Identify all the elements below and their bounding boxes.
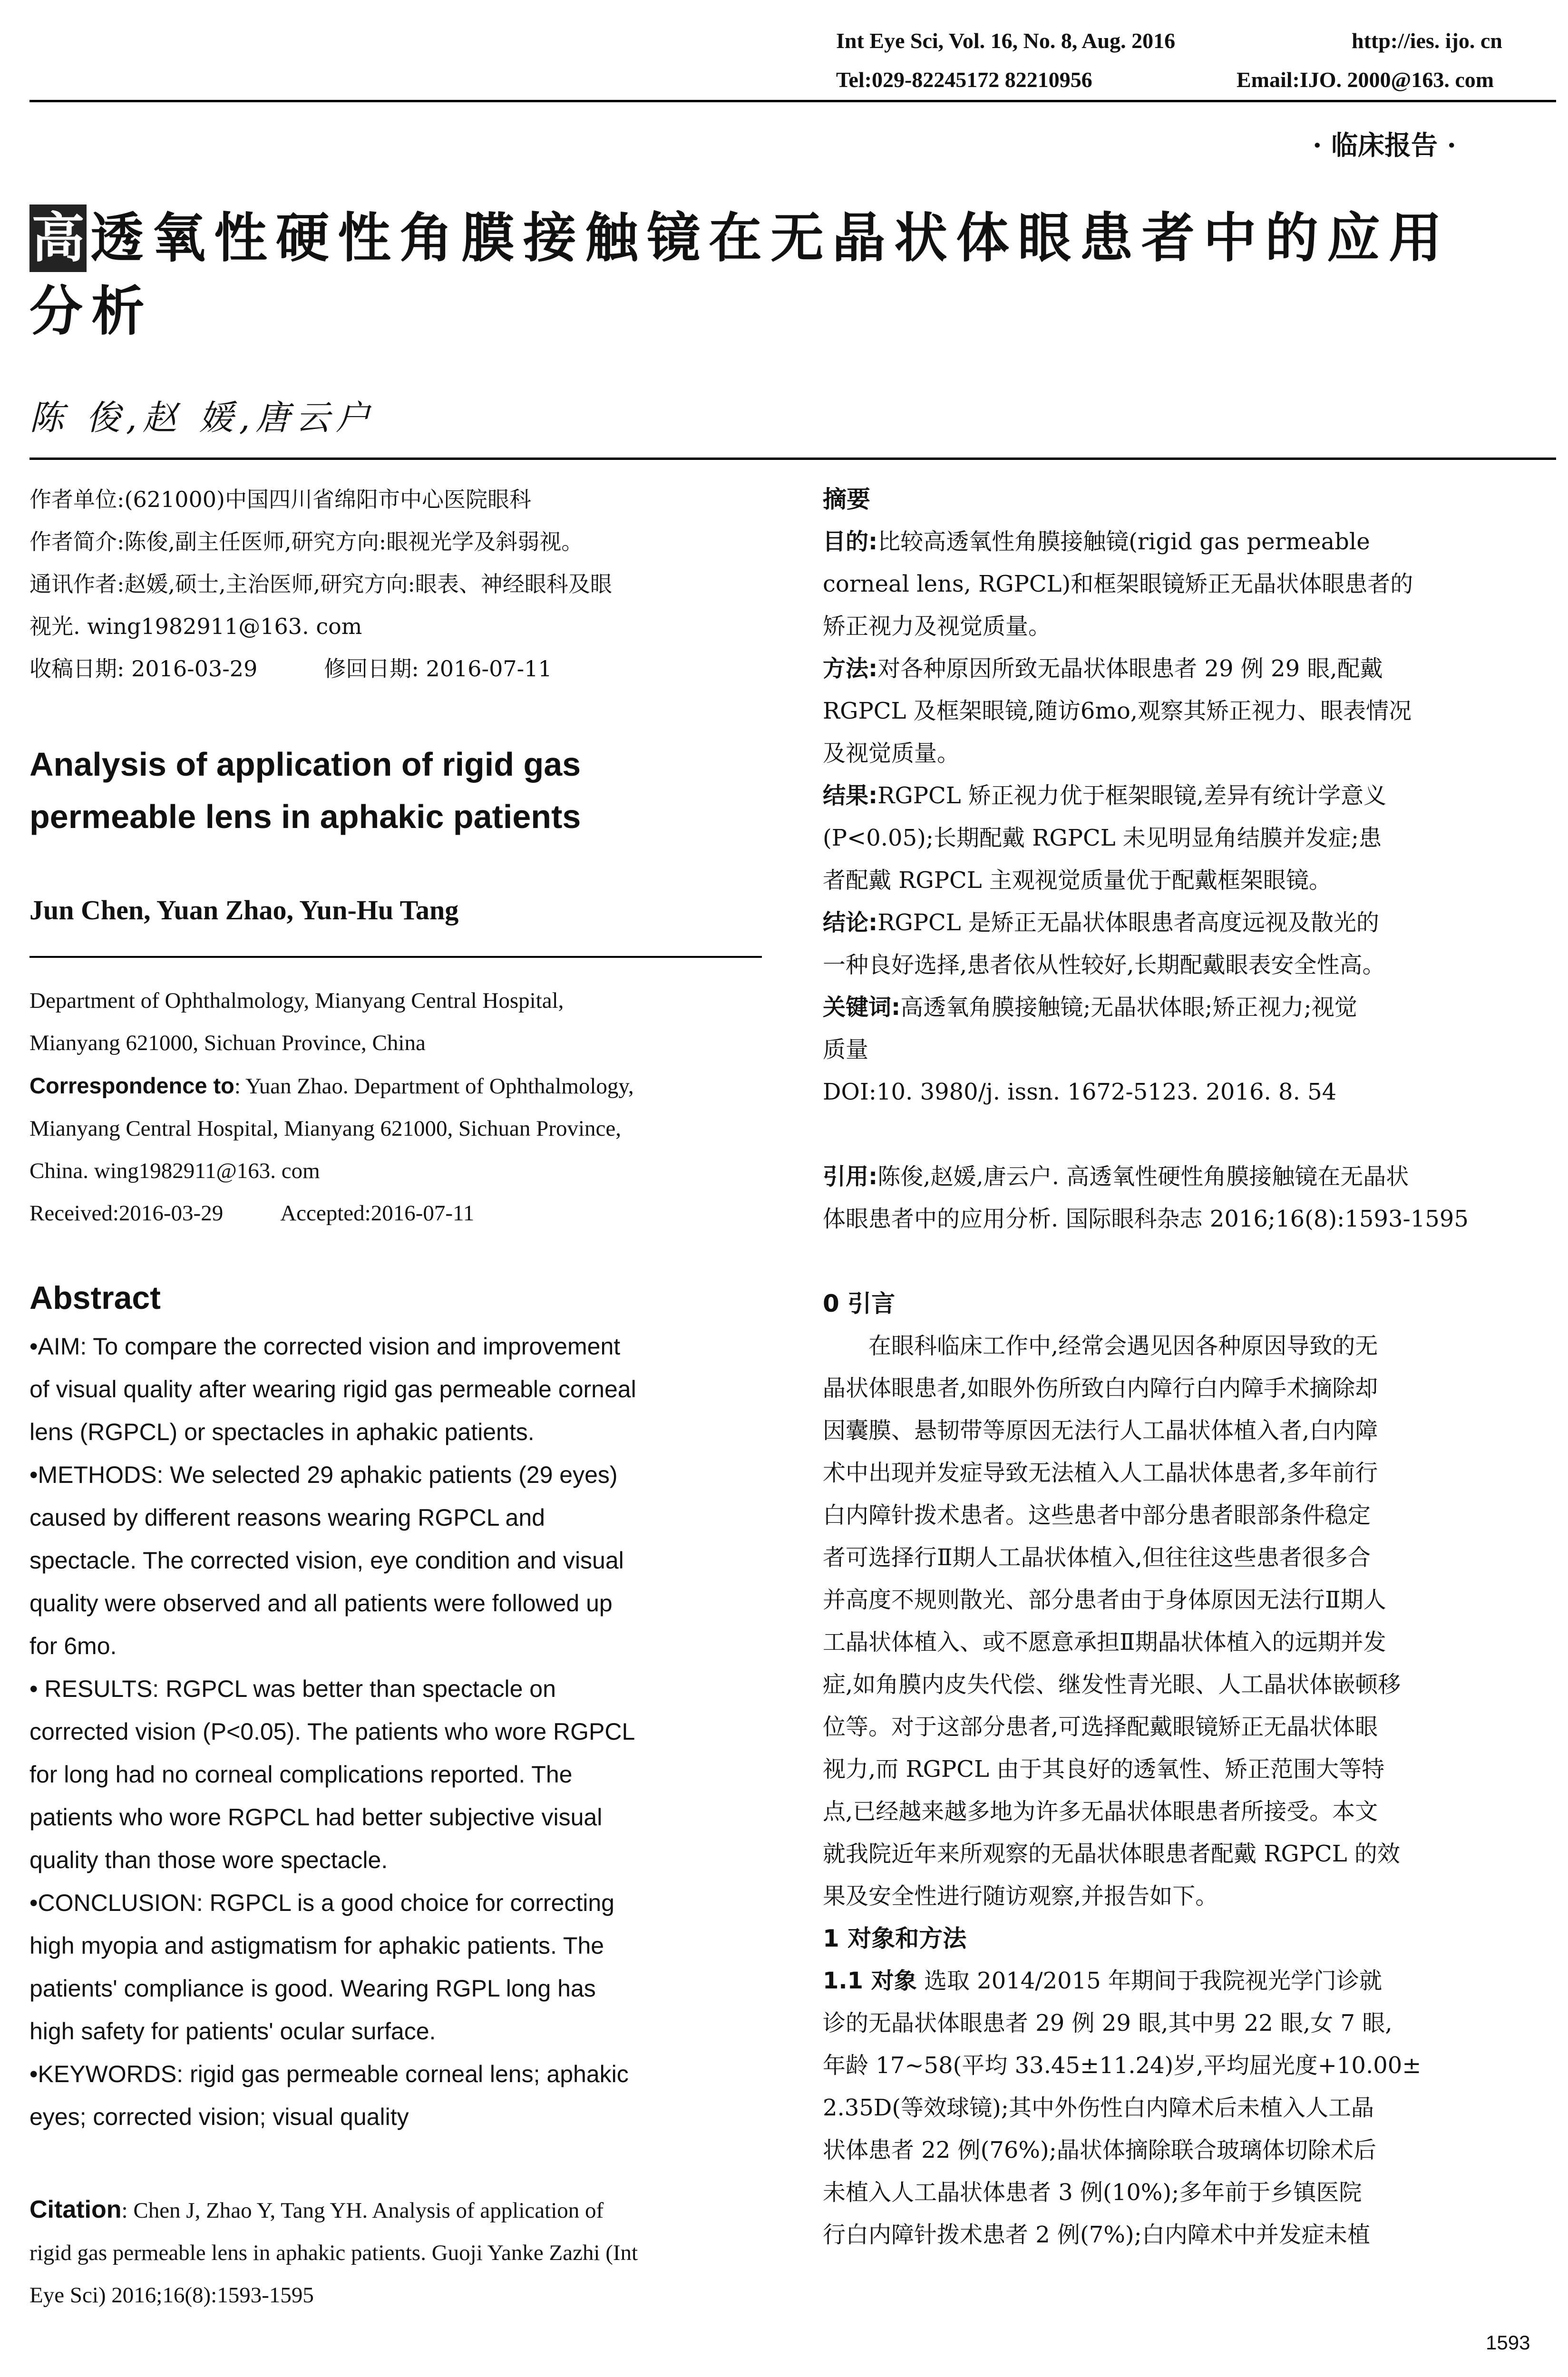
intro-line: 就我院近年来所观察的无晶状体眼患者配戴 RGPCL 的效 [823, 1841, 1400, 1867]
correspondence-line-1 [29, 1064, 762, 1108]
affiliation: 作者单位:(621000)中国四川省绵阳市中心医院眼科 [29, 487, 531, 512]
keywords-line [823, 1029, 1555, 1071]
received-en: Received:2016-03-29 [29, 1201, 224, 1226]
aim-text: corneal lens, RGPCL)和框架眼镜矫正无晶状体眼患者的 [823, 571, 1413, 597]
citation-text-1: : Chen J, Zhao Y, Tang YH. Analysis of application of [121, 2198, 604, 2223]
corresponding-author-1: 通讯作者:赵媛,硕士,主治医师,研究方向:眼表、神经眼科及眼 [29, 571, 612, 597]
objects-line [823, 2002, 1555, 2045]
result-text: 者配戴 RGPCL 主观视觉质量优于配戴框架眼镜。 [823, 867, 1332, 894]
method-text: RGPCL 及框架眼镜,随访6mo,观察其矫正视力、眼表情况 [823, 698, 1412, 724]
title-line-1: 透氧性硬性角膜接触镜在无晶状体眼患者中的应用 [90, 207, 1451, 269]
citation-en [29, 2189, 762, 2317]
aim-line [823, 605, 1555, 648]
dates-cn [29, 648, 762, 690]
intro-line: 点,已经越来越多地为许多无晶状体眼患者所接受。本文 [823, 1798, 1378, 1825]
method-line [823, 690, 1555, 732]
intro-line: 在眼科临床工作中,经常会遇见因各种原因导致的无 [868, 1333, 1378, 1359]
abstract-en-line: spectacle. The corrected vision, eye condition and visual [29, 1547, 624, 1574]
citation-line-1 [29, 2189, 762, 2232]
intro-line: 者可选择行Ⅱ期人工晶状体植入,但往往这些患者很多合 [823, 1544, 1371, 1571]
intro-line: 术中出现并发症导致无法植入人工晶状体患者,多年前行 [823, 1460, 1378, 1486]
abstract-cn [823, 521, 1555, 1071]
conclusion-line [823, 944, 1555, 986]
received-date: 收稿日期: 2016-03-29 [29, 656, 258, 682]
aim-label: 目的: [823, 528, 878, 555]
dept-line-2: Mianyang 621000, Sichuan Province, China [29, 1031, 426, 1055]
revised-date: 修回日期: 2016-07-11 [324, 656, 552, 682]
journal-url: http://ies. ijo. cn [1352, 29, 1502, 53]
journal-tel: Tel:029-82245172 82210956 [836, 68, 1092, 92]
objects-line [823, 2129, 1555, 2172]
abstract-en-line: quality were observed and all patients were followed up [29, 1590, 613, 1617]
abstract-en-line: eyes; corrected vision; visual quality [29, 2104, 409, 2130]
objects-label: 1.1 对象 [823, 1968, 917, 1994]
result-text: (P<0.05);长期配戴 RGPCL 未见明显角结膜并发症;患 [823, 825, 1382, 851]
objects-text: 行白内障针拨术患者 2 例(7%);白内障术中并发症未植 [823, 2221, 1370, 2248]
citation-line-2: rigid gas permeable lens in aphakic patients. Guoji Yanke Zazhi (Int [29, 2241, 638, 2265]
result-label: 结果: [823, 782, 878, 809]
abstract-en-line: •AIM: To compare the corrected vision and improvement [29, 1333, 621, 1360]
objects-line [823, 2045, 1555, 2087]
intro-line: 并高度不规则散光、部分患者由于身体原因无法行Ⅱ期人 [823, 1587, 1386, 1613]
left-column [29, 478, 762, 690]
method-text: 对各种原因所致无晶状体眼患者 29 例 29 眼,配戴 [877, 655, 1383, 682]
keywords-line [823, 986, 1555, 1029]
correspondence-text: : Yuan Zhao. Department of Ophthalmology, [234, 1074, 634, 1099]
objects-text: 2.35D(等效球镜);其中外伤性白内障术后未植入人工晶 [823, 2094, 1374, 2121]
abstract-en-line: patients' compliance is good. Wearing RGPL long has [29, 1975, 596, 2002]
intro-line: 工晶状体植入、或不愿意承担Ⅱ期晶状体植入的远期并发 [823, 1629, 1386, 1656]
citation-line-3: Eye Sci) 2016;16(8):1593-1595 [29, 2283, 314, 2308]
aim-text: 比较高透氧性角膜接触镜(rigid gas permeable [877, 528, 1370, 555]
en-affiliation-block [29, 980, 762, 1235]
objects-section [823, 1960, 1555, 2256]
correspondence-line-2: Mianyang Central Hospital, Mianyang 621000, Sichuan Province, [29, 1116, 621, 1141]
en-authors: Jun Chen, Yuan Zhao, Yun-Hu Tang [29, 895, 459, 925]
paper-title [29, 205, 1451, 272]
abstract-en-line: quality than those wore spectacle. [29, 1847, 388, 1873]
journal-line: Int Eye Sci, Vol. 16, No. 8, Aug. 2016 [836, 29, 1176, 53]
abstract-en-line: patients who wore RGPCL had better subjective visual [29, 1804, 603, 1831]
methods-heading: 1 对象和方法 [823, 1925, 967, 1952]
abstract-en-line: lens (RGPCL) or spectacles in aphakic patients. [29, 1419, 535, 1445]
accepted-en: Accepted:2016-07-11 [280, 1201, 475, 1226]
abstract-heading-en: Abstract [29, 1280, 161, 1316]
method-label: 方法: [823, 655, 878, 682]
doi: DOI:10. 3980/j. issn. 1672-5123. 2016. 8. 54 [823, 1079, 1337, 1105]
right-column [823, 478, 1555, 2256]
result-line [823, 775, 1555, 817]
header-rule [29, 100, 1556, 102]
intro-line: 因囊膜、悬韧带等原因无法行人工晶状体植入者,白内障 [823, 1417, 1378, 1444]
conclusion-line [823, 902, 1555, 944]
intro-line: 白内障针拨术患者。这些患者中部分患者眼部条件稳定 [823, 1502, 1371, 1529]
abstract-en-line: •METHODS: We selected 29 aphakic patients (29 eyes) [29, 1461, 618, 1488]
citation-cn [823, 1156, 1555, 1240]
journal-email: Email:IJO. 2000@163. com [1237, 68, 1494, 92]
corresponding-author-2: 视光. wing1982911@163. com [29, 614, 362, 639]
section-tag: · 临床报告 · [1313, 130, 1456, 161]
intro-body [823, 1325, 1555, 1918]
dates-en [29, 1192, 762, 1235]
keywords-text: 质量 [823, 1036, 869, 1063]
title-line-2: 分析 [29, 281, 153, 342]
cite-cn-line [823, 1156, 1555, 1198]
abstract-en-line: •CONCLUSION: RGPCL is a good choice for correcting [29, 1890, 614, 1916]
en-title-line-2: permeable lens in aphakic patients [29, 798, 581, 835]
aim-line [823, 521, 1555, 563]
citation-label: Citation [29, 2196, 122, 2223]
intro-line: 晶状体眼患者,如眼外伤所致白内障行白内障手术摘除却 [823, 1375, 1378, 1402]
abstract-en-line: for long had no corneal complications reported. The [29, 1761, 573, 1788]
objects-text: 未植入人工晶状体患者 3 例(10%);多年前于乡镇医院 [823, 2179, 1362, 2206]
correspondence-label: Correspondence to [29, 1073, 234, 1098]
page-number: 1593 [1486, 2331, 1530, 2354]
conclusion-label: 结论: [823, 909, 878, 936]
abstract-en-line: high safety for patients' ocular surface. [29, 2018, 436, 2045]
method-line [823, 732, 1555, 775]
abstract-en-line: corrected vision (P<0.05). The patients who wore RGPCL [29, 1718, 635, 1745]
title-rule [29, 458, 1556, 460]
result-line [823, 859, 1555, 902]
abstract-en-line: •KEYWORDS: rigid gas permeable corneal lens; aphakic [29, 2061, 629, 2087]
intro-line: 位等。对于这部分患者,可选择配戴眼镜矫正无晶状体眼 [823, 1714, 1378, 1740]
intro-line: 果及安全性进行随访观察,并报告如下。 [823, 1883, 1218, 1909]
keywords-label: 关键词: [823, 994, 901, 1021]
abstract-en-line: of visual quality after wearing rigid gas permeable corneal [29, 1376, 636, 1403]
result-text: RGPCL 矫正视力优于框架眼镜,差异有统计学意义 [877, 782, 1387, 809]
intro-line: 视力,而 RGPCL 由于其良好的透氧性、矫正范围大等特 [823, 1756, 1385, 1783]
objects-line [823, 2214, 1555, 2256]
title-lead-char: 高 [29, 205, 87, 272]
en-title-line-1: Analysis of application of rigid gas [29, 746, 581, 783]
aim-line [823, 563, 1555, 605]
abstract-en-line: high myopia and astigmatism for aphakic patients. The [29, 1932, 604, 1959]
method-line [823, 648, 1555, 690]
cite-cn-text: 陈俊,赵媛,唐云户. 高透氧性硬性角膜接触镜在无晶状 [877, 1163, 1409, 1190]
dept-line-1: Department of Ophthalmology, Mianyang Central Hospital, [29, 988, 564, 1013]
objects-text: 年龄 17~58(平均 33.45±11.24)岁,平均屈光度+10.00± [823, 2052, 1422, 2079]
abstract-heading-cn: 摘要 [823, 486, 870, 513]
objects-line [823, 1960, 1555, 2002]
conclusion-text: 一种良好选择,患者依从性较好,长期配戴眼表安全性高。 [823, 952, 1385, 978]
correspondence-line-3: China. wing1982911@163. com [29, 1159, 320, 1183]
keywords-text: 高透氧角膜接触镜;无晶状体眼;矫正视力;视觉 [900, 994, 1357, 1021]
cite-cn-text: 体眼患者中的应用分析. 国际眼科杂志 2016;16(8):1593-1595 [823, 1206, 1469, 1232]
intro-heading: 0 引言 [823, 1290, 896, 1317]
objects-line [823, 2087, 1555, 2129]
cite-cn-line [823, 1198, 1555, 1240]
objects-text: 选取 2014/2015 年期间于我院视光学门诊就 [916, 1968, 1383, 1994]
abstract-en [29, 1325, 762, 2138]
result-line [823, 817, 1555, 859]
method-text: 及视觉质量。 [823, 740, 960, 767]
authors-cn: 陈 俊,赵 媛,唐云户 [29, 398, 376, 438]
intro-line: 症,如角膜内皮失代偿、继发性青光眼、人工晶状体嵌顿移 [823, 1671, 1401, 1698]
cite-cn-label: 引用: [823, 1163, 878, 1190]
conclusion-text: RGPCL 是矫正无晶状体眼患者高度远视及散光的 [877, 909, 1379, 936]
objects-line [823, 2172, 1555, 2214]
abstract-en-line: for 6mo. [29, 1633, 117, 1659]
objects-text: 状体患者 22 例(76%);晶状体摘除联合玻璃体切除术后 [823, 2137, 1376, 2163]
en-authors-rule [29, 956, 762, 958]
author-intro: 作者简介:陈俊,副主任医师,研究方向:眼视光学及斜弱视。 [29, 529, 584, 555]
abstract-en-line: caused by different reasons wearing RGPCL and [29, 1504, 545, 1531]
aim-text: 矫正视力及视觉质量。 [823, 613, 1052, 640]
abstract-en-line: • RESULTS: RGPCL was better than spectacle on [29, 1676, 556, 1702]
objects-text: 诊的无晶状体眼患者 29 例 29 眼,其中男 22 眼,女 7 眼, [823, 2010, 1393, 2036]
